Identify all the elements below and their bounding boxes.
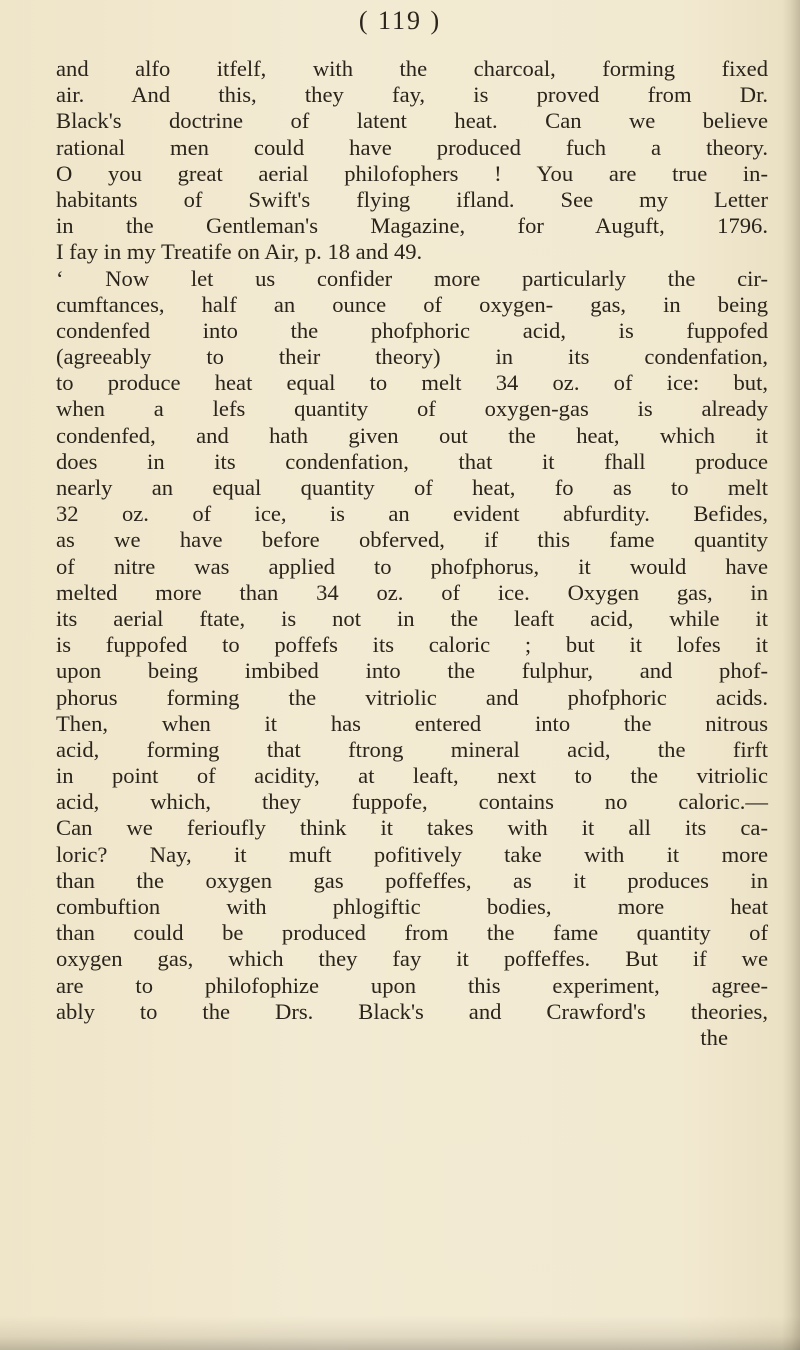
- text-line: (agreeably to their theory) in its condenfation,: [56, 344, 768, 370]
- text-line: Then, when it has entered into the nitrous: [56, 710, 768, 736]
- text-line: I fay in my Treatife on Air, p. 18 and 49.: [56, 239, 423, 265]
- text-line: phorus forming the vitriolic and phofphoric acids.: [56, 684, 768, 710]
- text-line: habitants of Swift's flying ifland. See my Letter: [56, 186, 768, 212]
- text-line: does in its condenfation, that it fhall produce: [56, 448, 768, 474]
- text-line: in point of acidity, at leaft, next to the vitriolic: [56, 763, 768, 789]
- text-line: than could be produced from the fame quantity of: [56, 920, 768, 946]
- text-line: its aerial ftate, is not in the leaft acid, while it: [56, 605, 768, 631]
- text-line: oxygen gas, which they fay it poffeffes. But if we: [56, 946, 768, 972]
- text-line: is fuppofed to poffefs its caloric ; but it lofes it: [56, 632, 768, 658]
- text-line: cumftances, half an ounce of oxygen- gas, in being: [56, 291, 768, 317]
- text-line: melted more than 34 oz. of ice. Oxygen gas, in: [56, 579, 768, 605]
- text-line: and alfo itfelf, with the charcoal, forming fixed: [56, 56, 768, 81]
- text-line: loric? Nay, it muft pofitively take with it more: [56, 841, 768, 867]
- text-line: upon being imbibed into the fulphur, and phof-: [56, 658, 768, 684]
- text-line: combuftion with phlogiftic bodies, more heat: [56, 894, 768, 919]
- text-line: rational men could have produced fuch a theory.: [56, 134, 768, 160]
- text-line: Can we ferioufly think it takes with it all its ca-: [56, 815, 768, 841]
- text-line: in the Gentleman's Magazine, for Auguft, 1796.: [56, 213, 768, 239]
- text-line: ‘ Now let us confider more particularly the cir-: [56, 265, 768, 291]
- text-line: when a lefs quantity of oxygen-gas is already: [56, 396, 768, 422]
- text-line: than the oxygen gas poffeffes, as it produces in: [56, 867, 768, 893]
- page-bottom-shadow: [0, 1316, 800, 1350]
- text-line: 32 oz. of ice, is an evident abfurdity. Befides,: [56, 501, 768, 527]
- catchword: the: [700, 1024, 728, 1050]
- text-line: condenfed, and hath given out the heat, which it: [56, 422, 768, 448]
- text-line: ably to the Drs. Black's and Crawford's theories,: [56, 998, 768, 1024]
- body-text: [56, 56, 768, 1051]
- text-line: to produce heat equal to melt 34 oz. of ice: but,: [56, 370, 768, 396]
- text-line: condenfed into the phofphoric acid, is fuppofed: [56, 317, 768, 343]
- text-line: of nitre was applied to phofphorus, it would have: [56, 553, 768, 579]
- text-line: acid, forming that ftrong mineral acid, the firft: [56, 736, 768, 762]
- page-edge-shadow: [782, 0, 800, 1350]
- text-line: as we have before obferved, if this fame quantity: [56, 527, 768, 553]
- text-line: O you great aerial philofophers ! You are true in-: [56, 160, 768, 186]
- text-line: air. And this, they fay, is proved from Dr.: [56, 82, 768, 108]
- page-number: ( 119 ): [358, 6, 442, 35]
- text-line: Black's doctrine of latent heat. Can we believe: [56, 108, 768, 134]
- text-line: are to philofophize upon this experiment, agree-: [56, 972, 768, 998]
- text-line: nearly an equal quantity of heat, fo as to melt: [56, 475, 768, 500]
- text-line: acid, which, they fuppofe, contains no caloric.—: [56, 789, 768, 815]
